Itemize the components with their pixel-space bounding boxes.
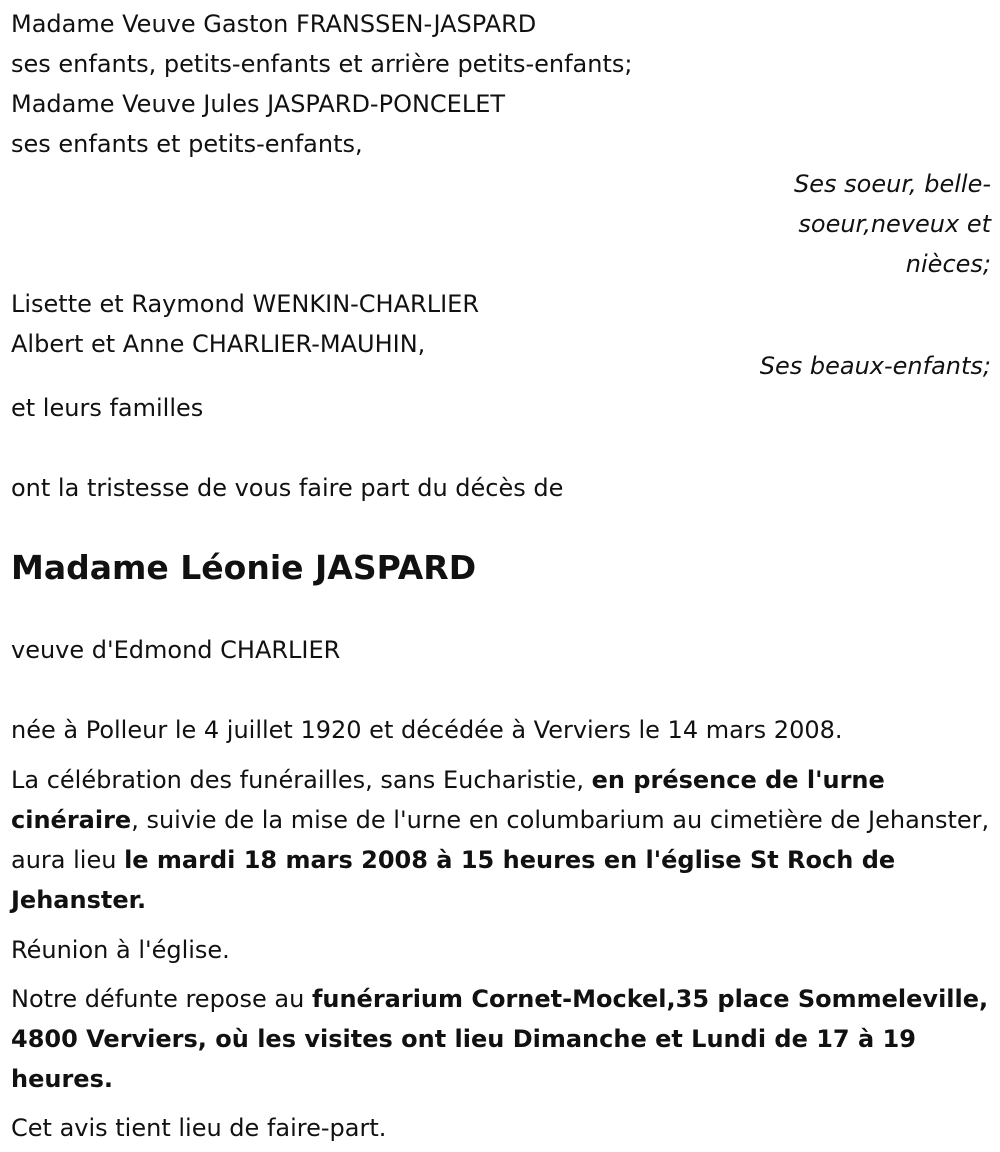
- family-line-3: Madame Veuve Jules JASPARD-PONCELET: [11, 90, 506, 118]
- spacer: [11, 670, 991, 710]
- family-line-4: ses enfants et petits-enfants,: [11, 130, 363, 158]
- obituary-notice: [11, 4, 991, 1148]
- closing-text: Cet avis tient lieu de faire-part.: [11, 1114, 387, 1142]
- family-line-7: et leurs familles: [11, 394, 204, 422]
- reunion-text: Réunion à l'église.: [11, 936, 230, 964]
- visit-bold-1: funérarium Cornet-Mockel,35 place Sommeleville, 4800 Verviers, où les visites ont lieu Dimanche et Lundi de 17 à 19 heures.: [11, 985, 989, 1093]
- siblings-label-line-3: nièces;: [905, 250, 991, 278]
- birth-death-text: née à Polleur le 4 juillet 1920 et décédée à Verviers le 14 mars 2008.: [11, 716, 843, 744]
- family-line-1: Madame Veuve Gaston FRANSSEN-JASPARD: [11, 10, 537, 38]
- spacer: [11, 508, 991, 546]
- stepchildren-label: Ses beaux-enfants;: [759, 352, 991, 380]
- spacer: [11, 428, 991, 468]
- siblings-label-line-2: soeur,neveux et: [798, 210, 991, 238]
- family-line-5: Lisette et Raymond WENKIN-CHARLIER: [11, 290, 479, 318]
- ceremony-text-1: La célébration des funérailles, sans Eucharistie,: [11, 766, 592, 794]
- deceased-name: Madame Léonie JASPARD: [11, 548, 477, 587]
- siblings-label-line-1: Ses soeur, belle-: [794, 170, 991, 198]
- ceremony-bold-1: en présence de l'urne cinéraire: [11, 766, 885, 834]
- visit-paragraph: [11, 979, 991, 1099]
- visit-text-1: Notre défunte repose au: [11, 985, 312, 1013]
- ceremony-paragraph: [11, 760, 991, 920]
- widow-of-text: veuve d'Edmond CHARLIER: [11, 636, 341, 664]
- announcement-text: ont la tristesse de vous faire part du décès de: [11, 474, 564, 502]
- ceremony-bold-2: le mardi 18 mars 2008 à 15 heures en l'église St Roch de Jehanster.: [11, 846, 896, 914]
- family-line-2: ses enfants, petits-enfants et arrière petits-enfants;: [11, 50, 633, 78]
- siblings-label: [751, 164, 991, 284]
- spacer: [11, 590, 991, 630]
- family-line-6: Albert et Anne CHARLIER-MAUHIN,: [11, 330, 426, 358]
- ceremony-text-2: , suivie de la mise de l'urne en columbarium au cimetière de Jehanster, aura lieu: [11, 806, 990, 874]
